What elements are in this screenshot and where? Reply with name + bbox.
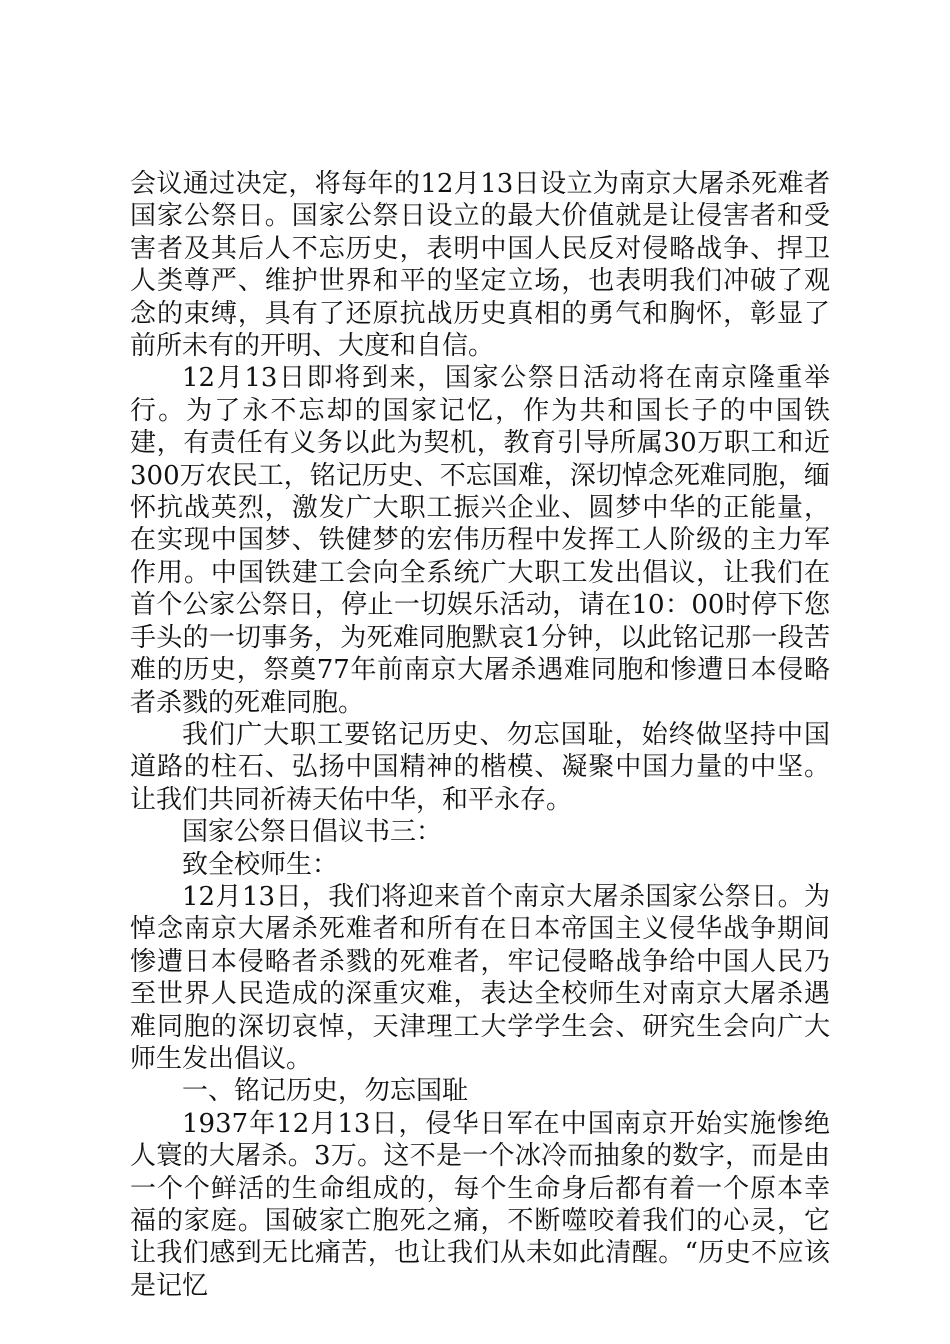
paragraph-railway-union-initiative: 12月13日即将到来，国家公祭日活动将在南京隆重举行。为了永不忘却的国家记忆，作为共和国长子的中国铁建，有责任有义务以此为契机，教育引导所属30万职工和近300万农民工，铭记历史、不忘国难，深切悼念死难同胞，缅怀抗战英烈，激发广大职工振兴企业、圆梦中华的正能量，在实现中国梦、铁健梦的宏伟历程中发挥工人阶级的主力军作用。中国铁建工会向全系统广大职工发出倡议，让我们在首个公家公祭日，停止一切娱乐活动，请在10：00时停下您手头的一切事务，为死难同胞默哀1分钟，以此铭记那一段苦难的历史，祭奠77年前南京大屠杀遇难同胞和惨遭日本侵略者杀戮的死难同胞。 (130, 363, 830, 718)
section-heading-initiative-three: 国家公祭日倡议书三： (182, 817, 443, 848)
paragraph-1937-massacre: 1937年12月13日，侵华日军在中国南京开始实施惨绝人寰的大屠杀。3万。这不是一个冰冷而抽象的数字，而是由一个个鲜活的生命组成的，每个生命身后都有着一个原本幸福的家庭。国破家亡胞死之痛，不断噬咬着我们的心灵，它让我们感到无比痛苦，也让我们从未如此清醒。“历史不应该是记忆 (130, 1108, 830, 1301)
paragraph-decision: 会议通过决定，将每年的12月13日设立为南京大屠杀死难者国家公祭日。国家公祭日设立的最大价值就是让侵害者和受害者及其后人不忘历史，表明中国人民反对侵略战争、捍卫人类尊严、维护世界和平的坚定立场，也表明我们冲破了观念的束缚，具有了还原抗战历史真相的勇气和胸怀，彰显了前所未有的开明、大度和自信。 (130, 169, 830, 362)
salutation: 致全校师生： (182, 849, 339, 880)
document-page (130, 168, 830, 1302)
paragraph-remember-history: 我们广大职工要铭记历史、勿忘国耻，始终做坚持中国道路的柱石、弘扬中国精神的楷模、凝聚中国力量的中坚。让我们共同祈祷天佑中华，和平永存。 (130, 719, 830, 815)
subheading-remember-history: 一、铭记历史，勿忘国耻 (182, 1076, 469, 1107)
paragraph-university-initiative: 12月13日，我们将迎来首个南京大屠杀国家公祭日。为悼念南京大屠杀死难者和所有在日本帝国主义侵华战争期间惨遭日本侵略者杀戮的死难者，牢记侵略战争给中国人民乃至世界人民造成的深重灾难，表达全校师生对南京大屠杀遇难同胞的深切哀悼，天津理工大学学生会、研究生会向广大师生发出倡议。 (130, 881, 830, 1074)
